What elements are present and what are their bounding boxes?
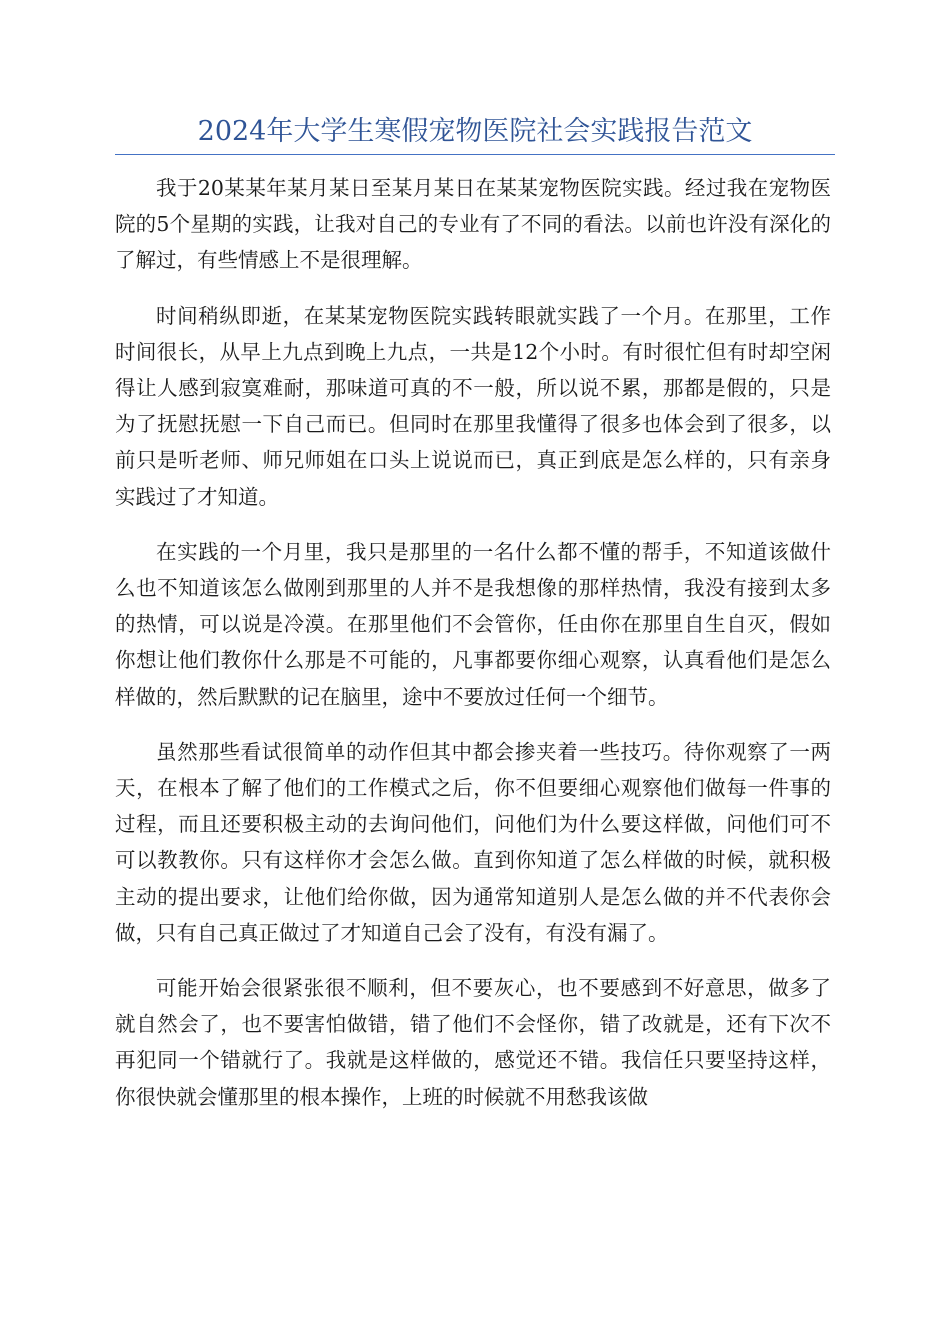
document-title: 2024年大学生寒假宠物医院社会实践报告范文: [197, 116, 753, 147]
paragraph-2: 时间稍纵即逝，在某某宠物医院实践转眼就实践了一个月。在那里，工作时间很长，从早上九点到晚上九点，一共是12个小时。有时很忙但有时却空闲得让人感到寂寞难耐，那味道可真的不一般，所以说不累，那都是假的，只是为了抚慰抚慰一下自己而已。但同时在那里我懂得了很多也体会到了很多，以前只是听老师、师兄师姐在口头上说说而已，真正到底是怎么样的，只有亲身实践过了才知道。: [115, 303, 831, 509]
paragraph-1: 我于20某某年某月某日至某月某日在某某宠物医院实践。经过我在宠物医院的5个星期的实践，让我对自己的专业有了不同的看法。以前也许没有深化的了解过，有些情感上不是很理解。: [115, 176, 831, 273]
paragraph-4: 虽然那些看试很简单的动作但其中都会掺夹着一些技巧。待你观察了一两天，在根本了解了他们的工作模式之后，你不但要细心观察他们做每一件事的过程，而且还要积极主动的去询问他们，问他们为什么要这样做，问他们可不可以教教你。只有这样你才会怎么做。直到你知道了怎么样做的时候，就积极主动的提出要求，让他们给你做，因为通常知道别人是怎么做的并不代表你会做，只有自己真正做过了才知道自己会了没有，有没有漏了。: [115, 739, 831, 945]
paragraph-3: 在实践的一个月里，我只是那里的一名什么都不懂的帮手，不知道该做什么也不知道该怎么做刚到那里的人并不是我想像的那样热情，我没有接到太多的热情，可以说是冷漠。在那里他们不会管你，任由你在那里自生自灭，假如你想让他们教你什么那是不可能的，凡事都要你细心观察，认真看他们是怎么样做的，然后默默的记在脑里，途中不要放过任何一个细节。: [115, 539, 831, 709]
title-underline: [115, 154, 835, 155]
paragraph-5: 可能开始会很紧张很不顺利，但不要灰心，也不要感到不好意思，做多了就自然会了，也不要害怕做错，错了他们不会怪你，错了改就是，还有下次不再犯同一个错就行了。我就是这样做的，感觉还不错。我信任只要坚持这样，你很快就会懂那里的根本操作，上班的时候就不用愁我该做: [115, 976, 831, 1109]
document-body: [115, 170, 831, 1134]
